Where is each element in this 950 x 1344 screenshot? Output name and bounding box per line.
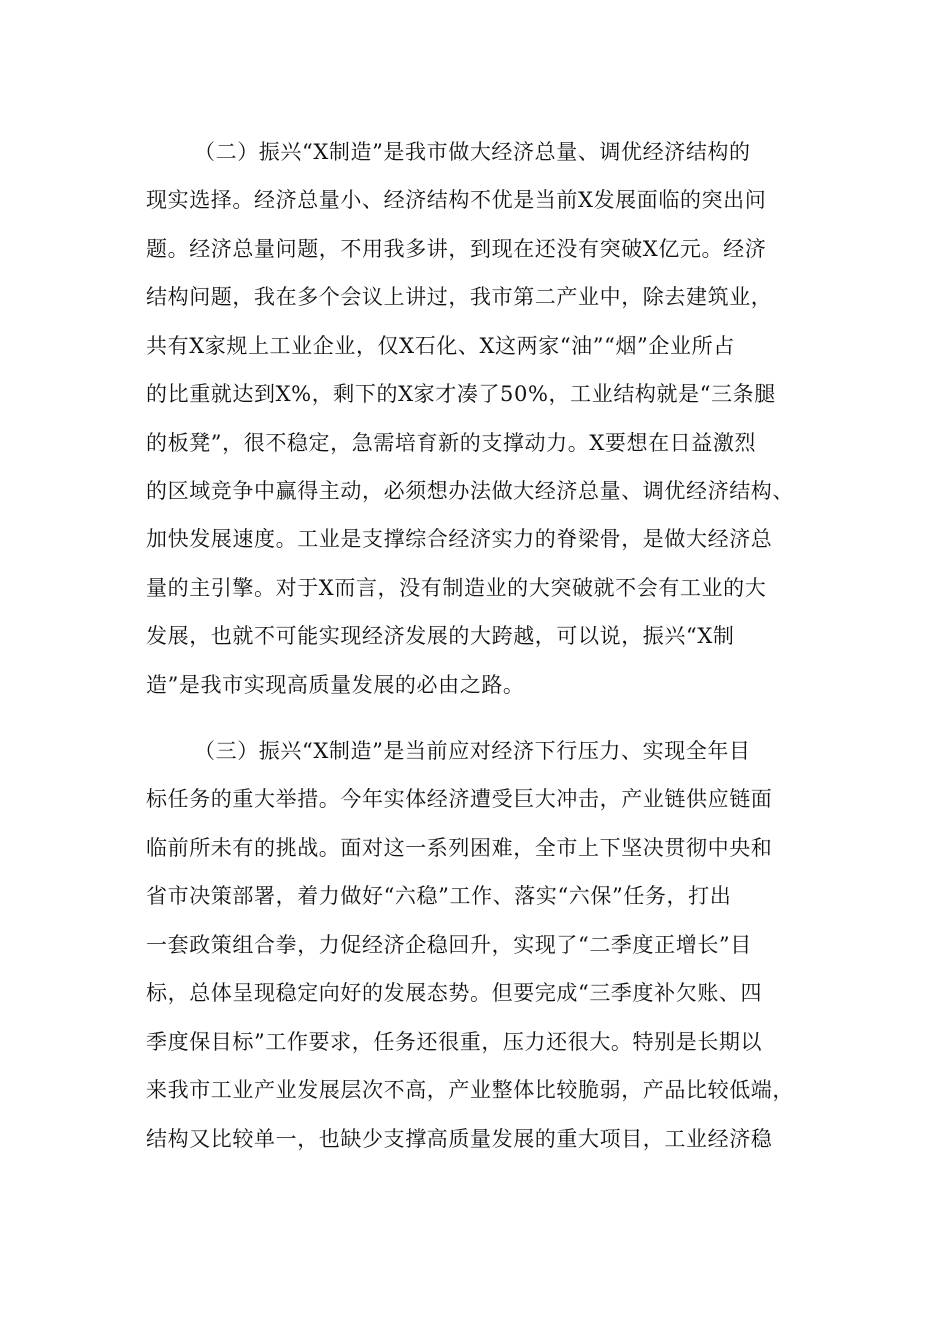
text-line: 的比重就达到X%，剩下的X家才凑了50%，工业结构就是“三条腿 bbox=[146, 382, 776, 406]
text-line: 省市决策部署，着力做好“六稳”工作、落实“六保”任务，打出 bbox=[146, 884, 732, 908]
text-line: （二）振兴“X制造”是我市做大经济总量、调优经济结构的 bbox=[194, 140, 751, 164]
text-line: 共有X家规上工业企业，仅X石化、X这两家“油”“烟”企业所占 bbox=[146, 334, 735, 358]
text-line: 题。经济总量问题，不用我多讲，到现在还没有突破X亿元。经济 bbox=[146, 237, 767, 261]
text-line: 结构问题，我在多个会议上讲过，我市第二产业中，除去建筑业， bbox=[146, 285, 773, 309]
text-line: 一套政策组合拳，力促经济企稳回升，实现了“二季度正增长”目 bbox=[146, 933, 752, 957]
text-line: 量的主引擎。对于X而言，没有制造业的大突破就不会有工业的大 bbox=[146, 576, 767, 600]
text-line: 造”是我市实现高质量发展的必由之路。 bbox=[146, 673, 525, 697]
text-line: 的区域竞争中赢得主动，必须想办法做大经济总量、调优经济结构、 bbox=[146, 479, 794, 503]
text-line: （三）振兴“X制造”是当前应对经济下行压力、实现全年目 bbox=[194, 739, 751, 763]
text-line: 标任务的重大举措。今年实体经济遭受巨大冲击，产业链供应链面 bbox=[146, 787, 773, 811]
text-line: 临前所未有的挑战。面对这一系列困难，全市上下坚决贯彻中央和 bbox=[146, 836, 773, 860]
text-line: 标，总体呈现稳定向好的发展态势。但要完成“三季度补欠账、四 bbox=[146, 981, 763, 1005]
text-line: 现实选择。经济总量小、经济结构不优是当前X发展面临的突出问 bbox=[146, 188, 767, 212]
text-line: 结构又比较单一，也缺少支撑高质量发展的重大项目，工业经济稳 bbox=[146, 1127, 773, 1151]
text-line: 来我市工业产业发展层次不高，产业整体比较脆弱，产品比较低端， bbox=[146, 1078, 794, 1102]
text-line: 加快发展速度。工业是支撑综合经济实力的脊梁骨，是做大经济总 bbox=[146, 527, 773, 551]
text-line: 季度保目标”工作要求，任务还很重，压力还很大。特别是长期以 bbox=[146, 1030, 763, 1054]
text-line: 的板凳”，很不稳定，急需培育新的支撑动力。X要想在日益激烈 bbox=[146, 431, 757, 455]
text-line: 发展，也就不可能实现经济发展的大跨越，可以说，振兴“X制 bbox=[146, 624, 735, 648]
